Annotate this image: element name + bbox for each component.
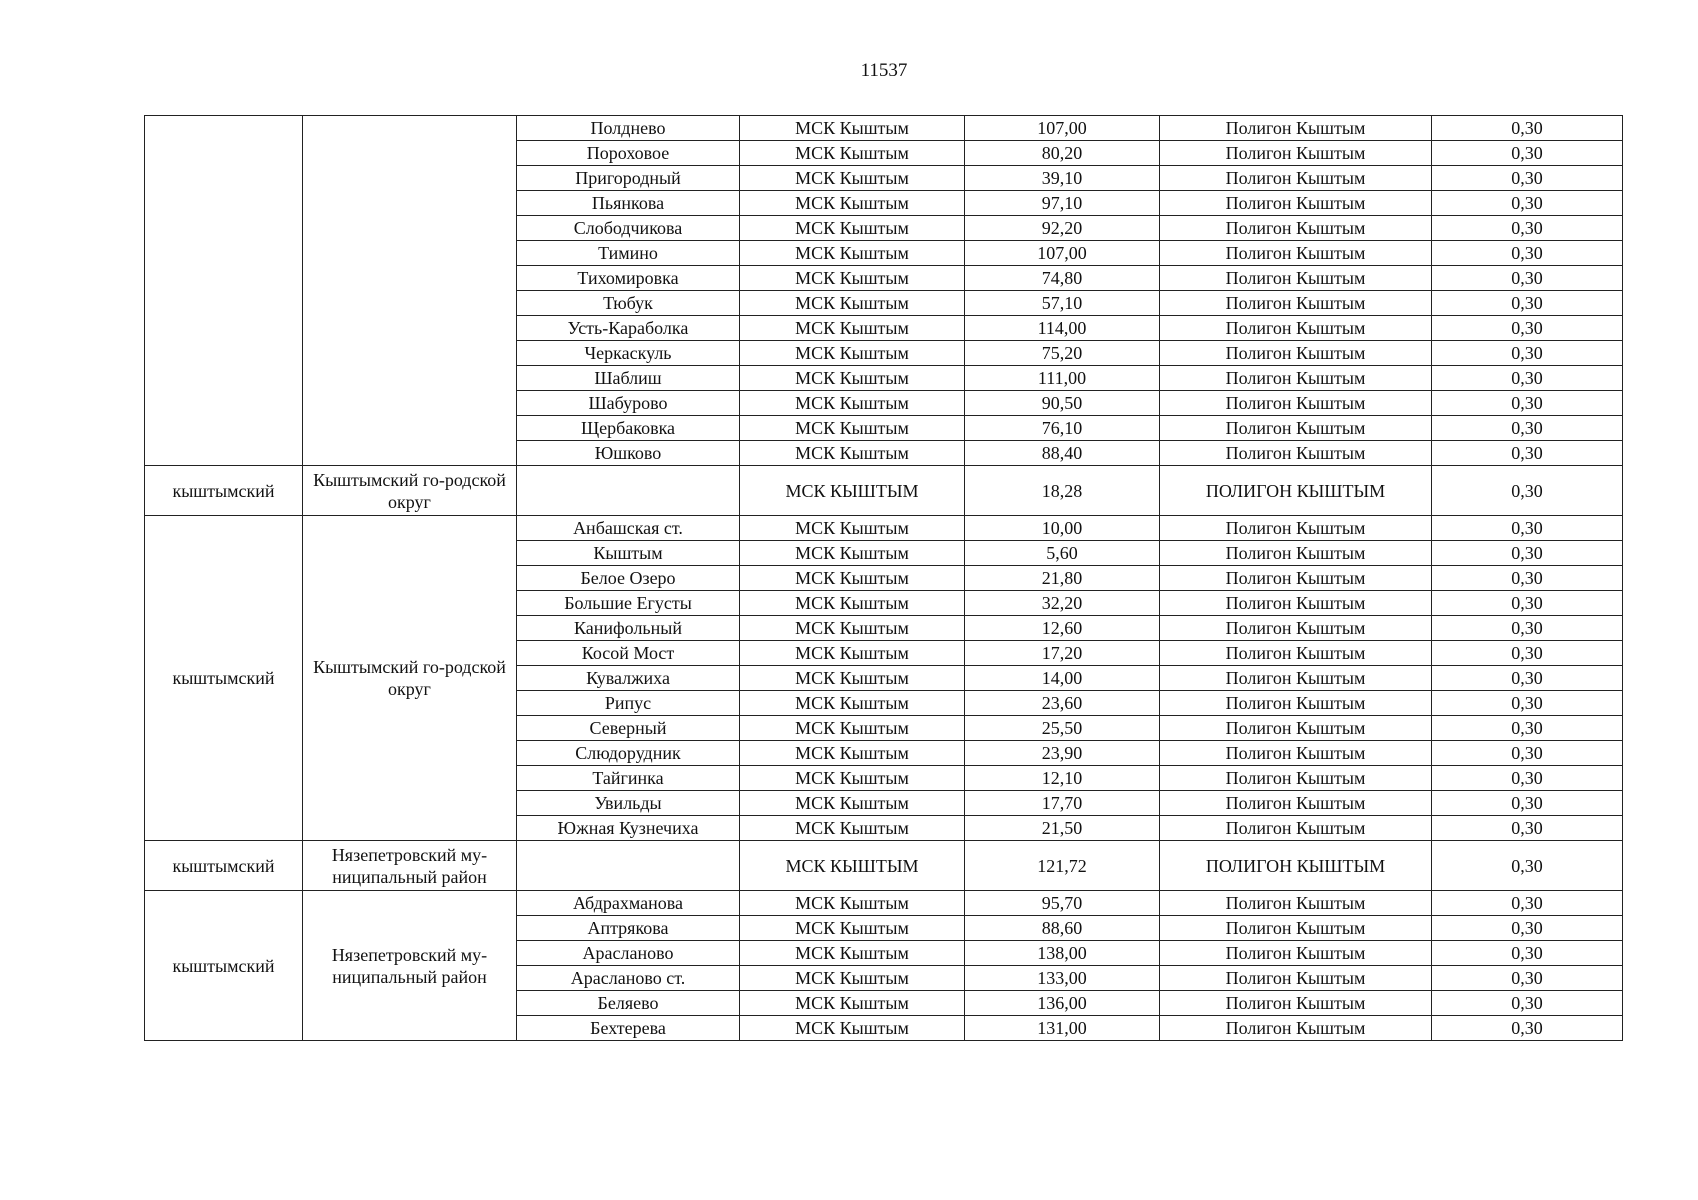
municipality-cell: Нязепетровский му-ниципальный район	[303, 891, 517, 1041]
distance-cell: 80,20	[965, 141, 1160, 166]
settlement-cell: Северный	[517, 716, 740, 741]
facility-cell: Полигон Кыштым	[1160, 591, 1432, 616]
distance-cell: 107,00	[965, 241, 1160, 266]
distance-cell: 23,60	[965, 691, 1160, 716]
facility-cell: Полигон Кыштым	[1160, 516, 1432, 541]
table-row	[145, 516, 1623, 541]
facility-cell: Полигон Кыштым	[1160, 216, 1432, 241]
facility-cell: Полигон Кыштым	[1160, 766, 1432, 791]
operator-cell: МСК Кыштым	[740, 566, 965, 591]
operator-cell: МСК Кыштым	[740, 516, 965, 541]
operator-cell: МСК Кыштым	[740, 216, 965, 241]
distance-cell: 75,20	[965, 341, 1160, 366]
operator-cell: МСК Кыштым	[740, 716, 965, 741]
municipality-cell: Кыштымский го-родской округ	[303, 466, 517, 516]
facility-cell: Полигон Кыштым	[1160, 641, 1432, 666]
waste-transport-table	[144, 115, 1623, 1041]
facility-cell: Полигон Кыштым	[1160, 266, 1432, 291]
operator-cell: МСК Кыштым	[740, 541, 965, 566]
rate-cell: 0,30	[1432, 441, 1623, 466]
settlement-cell: Косой Мост	[517, 641, 740, 666]
rate-cell: 0,30	[1432, 791, 1623, 816]
municipality-cell: Нязепетровский му-ниципальный район	[303, 841, 517, 891]
operator-cell: МСК Кыштым	[740, 816, 965, 841]
settlement-cell: Кыштым	[517, 541, 740, 566]
rate-cell: 0,30	[1432, 641, 1623, 666]
settlement-cell: Усть-Караболка	[517, 316, 740, 341]
operator-cell: МСК Кыштым	[740, 1016, 965, 1041]
operator-cell: МСК Кыштым	[740, 316, 965, 341]
rate-cell: 0,30	[1432, 541, 1623, 566]
operator-cell: МСК Кыштым	[740, 916, 965, 941]
table-row	[145, 116, 1623, 141]
rate-cell: 0,30	[1432, 766, 1623, 791]
distance-cell: 23,90	[965, 741, 1160, 766]
facility-cell: Полигон Кыштым	[1160, 941, 1432, 966]
operator-cell: МСК Кыштым	[740, 766, 965, 791]
settlement-cell: Шабурово	[517, 391, 740, 416]
distance-cell: 97,10	[965, 191, 1160, 216]
facility-cell: Полигон Кыштым	[1160, 616, 1432, 641]
settlement-cell: Тайгинка	[517, 766, 740, 791]
distance-cell: 17,70	[965, 791, 1160, 816]
settlement-cell: Юшково	[517, 441, 740, 466]
rate-cell: 0,30	[1432, 266, 1623, 291]
municipality-cell	[303, 116, 517, 466]
rate-cell: 0,30	[1432, 466, 1623, 516]
settlement-cell: Полднево	[517, 116, 740, 141]
table-row	[145, 891, 1623, 916]
distance-cell: 133,00	[965, 966, 1160, 991]
district-cell	[145, 116, 303, 466]
rate-cell: 0,30	[1432, 716, 1623, 741]
settlement-cell: Слюдорудник	[517, 741, 740, 766]
operator-cell: МСК Кыштым	[740, 666, 965, 691]
facility-cell: Полигон Кыштым	[1160, 441, 1432, 466]
settlement-cell: Бехтерева	[517, 1016, 740, 1041]
operator-cell: МСК Кыштым	[740, 691, 965, 716]
facility-cell: Полигон Кыштым	[1160, 966, 1432, 991]
operator-cell: МСК Кыштым	[740, 241, 965, 266]
distance-cell: 121,72	[965, 841, 1160, 891]
facility-cell: Полигон Кыштым	[1160, 891, 1432, 916]
operator-cell: МСК Кыштым	[740, 166, 965, 191]
facility-cell: Полигон Кыштым	[1160, 916, 1432, 941]
settlement-cell: Арасланово	[517, 941, 740, 966]
rate-cell: 0,30	[1432, 166, 1623, 191]
rate-cell: 0,30	[1432, 416, 1623, 441]
operator-cell: МСК Кыштым	[740, 116, 965, 141]
facility-cell: Полигон Кыштым	[1160, 166, 1432, 191]
facility-cell: Полигон Кыштым	[1160, 816, 1432, 841]
operator-cell: МСК Кыштым	[740, 366, 965, 391]
rate-cell: 0,30	[1432, 591, 1623, 616]
distance-cell: 95,70	[965, 891, 1160, 916]
operator-cell: МСК Кыштым	[740, 941, 965, 966]
settlement-cell: Южная Кузнечиха	[517, 816, 740, 841]
rate-cell: 0,30	[1432, 691, 1623, 716]
settlement-cell: Беляево	[517, 991, 740, 1016]
settlement-cell: Пригородный	[517, 166, 740, 191]
settlement-cell: Тюбук	[517, 291, 740, 316]
settlement-cell: Рипус	[517, 691, 740, 716]
distance-cell: 21,80	[965, 566, 1160, 591]
settlement-cell	[517, 466, 740, 516]
operator-cell: МСК Кыштым	[740, 391, 965, 416]
summary-row	[145, 466, 1623, 516]
facility-cell: Полигон Кыштым	[1160, 391, 1432, 416]
rate-cell: 0,30	[1432, 141, 1623, 166]
settlement-cell: Пороховое	[517, 141, 740, 166]
facility-cell: Полигон Кыштым	[1160, 991, 1432, 1016]
rate-cell: 0,30	[1432, 616, 1623, 641]
rate-cell: 0,30	[1432, 841, 1623, 891]
distance-cell: 10,00	[965, 516, 1160, 541]
distance-cell: 12,60	[965, 616, 1160, 641]
settlement-cell: Слободчикова	[517, 216, 740, 241]
distance-cell: 136,00	[965, 991, 1160, 1016]
rate-cell: 0,30	[1432, 741, 1623, 766]
distance-cell: 18,28	[965, 466, 1160, 516]
settlement-cell: Анбашская ст.	[517, 516, 740, 541]
rate-cell: 0,30	[1432, 941, 1623, 966]
distance-cell: 25,50	[965, 716, 1160, 741]
operator-cell: МСК Кыштым	[740, 441, 965, 466]
rate-cell: 0,30	[1432, 1016, 1623, 1041]
operator-cell: МСК Кыштым	[740, 591, 965, 616]
settlement-cell: Белое Озеро	[517, 566, 740, 591]
distance-cell: 21,50	[965, 816, 1160, 841]
settlement-cell: Большие Егусты	[517, 591, 740, 616]
rate-cell: 0,30	[1432, 891, 1623, 916]
facility-cell: Полигон Кыштым	[1160, 141, 1432, 166]
distance-cell: 12,10	[965, 766, 1160, 791]
settlement-cell: Абдрахманова	[517, 891, 740, 916]
distance-cell: 90,50	[965, 391, 1160, 416]
facility-cell: Полигон Кыштым	[1160, 316, 1432, 341]
distance-cell: 92,20	[965, 216, 1160, 241]
settlement-cell: Увильды	[517, 791, 740, 816]
facility-cell: Полигон Кыштым	[1160, 741, 1432, 766]
facility-cell: ПОЛИГОН КЫШТЫМ	[1160, 466, 1432, 516]
rate-cell: 0,30	[1432, 966, 1623, 991]
operator-cell: МСК Кыштым	[740, 416, 965, 441]
operator-cell: МСК Кыштым	[740, 741, 965, 766]
facility-cell: Полигон Кыштым	[1160, 791, 1432, 816]
rate-cell: 0,30	[1432, 341, 1623, 366]
distance-cell: 111,00	[965, 366, 1160, 391]
operator-cell: МСК Кыштым	[740, 341, 965, 366]
settlement-cell: Арасланово ст.	[517, 966, 740, 991]
facility-cell: Полигон Кыштым	[1160, 541, 1432, 566]
rate-cell: 0,30	[1432, 291, 1623, 316]
district-cell: кыштымский	[145, 841, 303, 891]
operator-cell: МСК Кыштым	[740, 891, 965, 916]
rate-cell: 0,30	[1432, 116, 1623, 141]
distance-cell: 107,00	[965, 116, 1160, 141]
rate-cell: 0,30	[1432, 991, 1623, 1016]
operator-cell: МСК Кыштым	[740, 291, 965, 316]
settlement-cell: Шаблиш	[517, 366, 740, 391]
distance-cell: 114,00	[965, 316, 1160, 341]
facility-cell: Полигон Кыштым	[1160, 566, 1432, 591]
district-cell: кыштымский	[145, 516, 303, 841]
operator-cell: МСК Кыштым	[740, 616, 965, 641]
rate-cell: 0,30	[1432, 216, 1623, 241]
distance-cell: 32,20	[965, 591, 1160, 616]
distance-cell: 14,00	[965, 666, 1160, 691]
table-body	[145, 116, 1623, 1041]
distance-cell: 17,20	[965, 641, 1160, 666]
municipality-cell: Кыштымский го-родской округ	[303, 516, 517, 841]
facility-cell: Полигон Кыштым	[1160, 1016, 1432, 1041]
distance-cell: 5,60	[965, 541, 1160, 566]
settlement-cell: Кувалжиха	[517, 666, 740, 691]
rate-cell: 0,30	[1432, 241, 1623, 266]
facility-cell: Полигон Кыштым	[1160, 291, 1432, 316]
operator-cell: МСК Кыштым	[740, 641, 965, 666]
distance-cell: 138,00	[965, 941, 1160, 966]
settlement-cell: Тихомировка	[517, 266, 740, 291]
facility-cell: Полигон Кыштым	[1160, 241, 1432, 266]
distance-cell: 88,60	[965, 916, 1160, 941]
rate-cell: 0,30	[1432, 916, 1623, 941]
rate-cell: 0,30	[1432, 191, 1623, 216]
settlement-cell: Щербаковка	[517, 416, 740, 441]
page-number: 11537	[860, 60, 908, 81]
operator-cell: МСК Кыштым	[740, 791, 965, 816]
distance-cell: 39,10	[965, 166, 1160, 191]
settlement-cell: Черкаскуль	[517, 341, 740, 366]
settlement-cell: Тимино	[517, 241, 740, 266]
settlement-cell: Аптрякова	[517, 916, 740, 941]
rate-cell: 0,30	[1432, 391, 1623, 416]
facility-cell: Полигон Кыштым	[1160, 716, 1432, 741]
operator-cell: МСК КЫШТЫМ	[740, 466, 965, 516]
facility-cell: Полигон Кыштым	[1160, 341, 1432, 366]
district-cell: кыштымский	[145, 466, 303, 516]
rate-cell: 0,30	[1432, 566, 1623, 591]
distance-cell: 88,40	[965, 441, 1160, 466]
operator-cell: МСК КЫШТЫМ	[740, 841, 965, 891]
rate-cell: 0,30	[1432, 666, 1623, 691]
facility-cell: Полигон Кыштым	[1160, 691, 1432, 716]
distance-cell: 57,10	[965, 291, 1160, 316]
operator-cell: МСК Кыштым	[740, 991, 965, 1016]
distance-cell: 131,00	[965, 1016, 1160, 1041]
settlement-cell: Пьянкова	[517, 191, 740, 216]
facility-cell: Полигон Кыштым	[1160, 116, 1432, 141]
distance-cell: 74,80	[965, 266, 1160, 291]
operator-cell: МСК Кыштым	[740, 141, 965, 166]
facility-cell: Полигон Кыштым	[1160, 416, 1432, 441]
summary-row	[145, 841, 1623, 891]
facility-cell: ПОЛИГОН КЫШТЫМ	[1160, 841, 1432, 891]
operator-cell: МСК Кыштым	[740, 191, 965, 216]
settlement-cell: Канифольный	[517, 616, 740, 641]
facility-cell: Полигон Кыштым	[1160, 191, 1432, 216]
settlement-cell	[517, 841, 740, 891]
distance-cell: 76,10	[965, 416, 1160, 441]
rate-cell: 0,30	[1432, 316, 1623, 341]
operator-cell: МСК Кыштым	[740, 266, 965, 291]
facility-cell: Полигон Кыштым	[1160, 366, 1432, 391]
district-cell: кыштымский	[145, 891, 303, 1041]
rate-cell: 0,30	[1432, 366, 1623, 391]
rate-cell: 0,30	[1432, 516, 1623, 541]
rate-cell: 0,30	[1432, 816, 1623, 841]
operator-cell: МСК Кыштым	[740, 966, 965, 991]
facility-cell: Полигон Кыштым	[1160, 666, 1432, 691]
